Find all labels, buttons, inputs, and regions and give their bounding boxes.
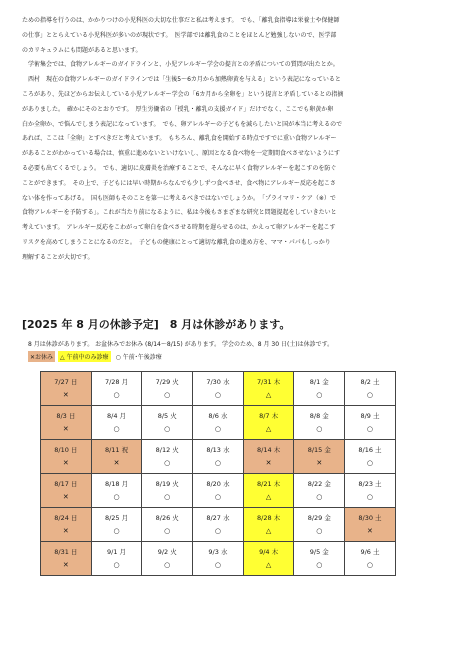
day-status-mark: ✕ <box>62 458 69 467</box>
day-status-mark: ✕ <box>316 458 323 467</box>
day-status-mark: ○ <box>214 390 221 399</box>
calendar-day <box>243 474 294 508</box>
day-status-mark: ✕ <box>367 526 373 535</box>
day-date: 7/31 木 <box>257 377 281 386</box>
day-status-mark: ○ <box>366 424 374 433</box>
calendar-day <box>193 508 244 542</box>
calendar-day <box>91 440 142 474</box>
legend-morning-only: △ 午前中のみ診療 <box>58 351 111 362</box>
day-date: 8/19 火 <box>155 479 179 488</box>
day-date: 8/20 水 <box>206 479 230 488</box>
calendar-day <box>243 406 294 440</box>
calendar-week <box>41 508 396 542</box>
calendar-day <box>294 406 345 440</box>
day-date: 8/5 火 <box>157 411 177 420</box>
day-date: 8/11 祝 <box>104 445 129 454</box>
day-status-mark: △ <box>265 390 272 399</box>
calendar-day <box>243 542 294 576</box>
article-line: の仕事」ととらえている小児科医が多いのが現状です。 医学部では離乳食のことをほとんど勉強しないので、医学部 <box>22 31 337 39</box>
day-date: 8/14 木 <box>257 445 281 454</box>
day-date: 8/29 金 <box>307 513 331 522</box>
day-date: 9/1 月 <box>107 547 127 556</box>
day-status-mark: ○ <box>316 390 323 399</box>
calendar-day <box>345 542 396 576</box>
calendar-day <box>41 508 92 542</box>
day-status-mark: ○ <box>316 424 323 433</box>
article-line: リスクを高めてしまうことになるのだと。 子どもの健康にとって適切な離乳食の進め方を、ママ・パパもしっかり <box>22 238 331 246</box>
day-status-mark: ✕ <box>62 560 69 569</box>
day-date: 8/8 金 <box>309 411 329 420</box>
day-status-mark: ○ <box>366 560 374 569</box>
day-status-mark: △ <box>265 424 272 433</box>
day-date: 9/6 土 <box>360 547 380 556</box>
calendar-legend <box>28 351 164 362</box>
day-status-mark: ○ <box>366 458 374 467</box>
day-status-mark: ○ <box>164 458 171 467</box>
day-date: 8/17 日 <box>54 479 78 488</box>
day-status-mark: ○ <box>164 526 171 535</box>
calendar-day <box>345 440 396 474</box>
legend-open: ○ 午前･午後診療 <box>115 354 162 361</box>
day-date: 9/3 水 <box>208 547 228 556</box>
article-line: のカリキュラムにも問題があると思います。 <box>22 46 142 54</box>
day-date: 8/23 土 <box>358 479 382 488</box>
day-date: 7/30 水 <box>206 377 230 386</box>
day-status-mark: ✕ <box>113 458 120 467</box>
article-line: 白か全卵か、で悩んでしまう表記になっています。 でも、卵アレルギーの子どもを減らしたいと国が本当に考えるので <box>22 120 343 128</box>
day-status-mark: ○ <box>113 526 120 535</box>
day-status-mark: ○ <box>366 390 374 399</box>
day-date: 8/16 土 <box>358 445 382 454</box>
calendar-day <box>243 508 294 542</box>
calendar-day <box>91 508 142 542</box>
calendar-day <box>91 542 142 576</box>
calendar-day <box>243 440 294 474</box>
day-status-mark: ✕ <box>265 458 272 467</box>
calendar-day <box>193 440 244 474</box>
calendar-day <box>294 508 345 542</box>
calendar-day <box>193 474 244 508</box>
calendar-day <box>91 406 142 440</box>
closure-heading: [2025 年 8 月の休診予定] 8 月は休診があります。 <box>22 318 291 331</box>
day-status-mark: ○ <box>214 458 221 467</box>
calendar-day <box>91 372 142 406</box>
day-status-mark: ○ <box>164 424 171 433</box>
day-date: 7/29 火 <box>155 377 179 386</box>
day-date: 8/15 金 <box>307 445 331 454</box>
day-date: 8/27 水 <box>206 513 230 522</box>
article-line: 食物アレルギーを予防する」。これが当たり前になるように、私は今後もさまざまな研究と問題提起をしていきたいと <box>22 209 337 217</box>
article-line: ころがあり、先ほどからお伝えしている小児アレルギー学会の「6カ月から全卵を」という提言と矛盾しているとの指摘 <box>22 90 344 98</box>
article-line: 考えています。 アレルギー反応をこわがって卵白を食べさせる時期を遅らせるのは、かえって卵アレルギーを起こす <box>22 224 336 232</box>
calendar-day <box>294 542 345 576</box>
calendar-day <box>294 440 345 474</box>
day-status-mark: △ <box>265 560 272 569</box>
closure-note: 8 月は休診があります。 お盆休みでお休み (8/14〜8/15) があります。 学会のため、8 月 30 日(土)は休診です。 <box>28 341 334 348</box>
day-date: 9/5 金 <box>309 547 329 556</box>
calendar-day <box>41 406 92 440</box>
day-status-mark: ○ <box>214 526 221 535</box>
calendar-day <box>41 542 92 576</box>
calendar-day <box>345 508 396 542</box>
calendar-week <box>41 440 396 474</box>
calendar-day <box>193 542 244 576</box>
day-date: 9/2 火 <box>157 547 177 556</box>
article-line: がありました。 確かにそのとおりです。 厚生労働省の「授乳・離乳の支援ガイド」だけでなく、ここでも卵黄か卵 <box>22 105 334 113</box>
day-date: 8/25 月 <box>104 513 129 522</box>
article-line: があることがわかっている場合は、慎重に進めないといけないし、原因となる食べ物を一定期間食べさせないようにす <box>22 150 341 158</box>
day-date: 8/6 水 <box>208 411 228 420</box>
calendar-day <box>41 372 92 406</box>
day-status-mark: ○ <box>113 424 120 433</box>
article-line: ない体を作ってあげる。 国も医師もそのことを第一に考えるべきではないでしょうか。 「プライマリ・ケア（※）で <box>22 194 336 202</box>
day-status-mark: △ <box>265 526 272 535</box>
day-status-mark: ○ <box>214 560 221 569</box>
day-date: 8/24 日 <box>54 513 78 522</box>
day-date: 8/1 金 <box>309 377 329 386</box>
day-date: 8/18 月 <box>104 479 129 488</box>
legend-closed: ✕お休み <box>28 351 55 362</box>
calendar-day <box>41 440 92 474</box>
day-status-mark: ✕ <box>62 424 69 433</box>
day-status-mark: ○ <box>316 560 323 569</box>
day-status-mark: ○ <box>164 560 171 569</box>
day-date: 8/7 木 <box>259 411 279 420</box>
day-status-mark: ✕ <box>62 526 69 535</box>
day-date: 8/21 木 <box>257 479 281 488</box>
day-date: 7/27 日 <box>54 377 78 386</box>
day-date: 8/13 水 <box>206 445 230 454</box>
article-line: 学術集会では、食物アレルギーのガイドラインと、小児アレルギー学会の提言との矛盾についての質問が出たとか。 <box>22 61 339 69</box>
calendar-day <box>142 542 193 576</box>
calendar-day <box>142 406 193 440</box>
calendar-week <box>41 406 396 440</box>
article-line: あれば、ここは「全卵」とすべきだと考えています。 もちろん、離乳食を開始する時点ですでに重い食物アレルギー <box>22 135 337 143</box>
day-date: 8/9 土 <box>360 411 380 420</box>
day-status-mark: △ <box>265 492 272 501</box>
day-status-mark: ○ <box>214 492 221 501</box>
article-line: ことができます。 その上で、子どもには早い時期からなんでも少しずつ食べさせ、食べ物にアレルギー反応を起こさ <box>22 179 336 187</box>
calendar-day <box>193 406 244 440</box>
calendar-day <box>294 474 345 508</box>
closure-calendar <box>40 371 396 576</box>
calendar-week <box>41 542 396 576</box>
calendar-week <box>41 372 396 406</box>
day-date: 8/31 日 <box>54 547 78 556</box>
day-date: 8/28 木 <box>257 513 281 522</box>
calendar-day <box>142 474 193 508</box>
calendar-day <box>91 474 142 508</box>
day-status-mark: ○ <box>214 424 221 433</box>
day-date: 8/3 日 <box>56 411 76 420</box>
day-date: 8/4 月 <box>107 411 127 420</box>
day-status-mark: ✕ <box>62 390 69 399</box>
day-status-mark: ○ <box>113 492 120 501</box>
article-line: 理解することが大切です。 <box>22 253 94 261</box>
day-date: 9/4 木 <box>259 547 279 556</box>
day-status-mark: ○ <box>366 492 374 501</box>
calendar-day <box>142 508 193 542</box>
calendar-day <box>243 372 294 406</box>
day-date: 8/30 土 <box>358 513 382 522</box>
day-status-mark: ○ <box>316 526 323 535</box>
calendar-day <box>142 440 193 474</box>
day-date: 8/22 金 <box>307 479 331 488</box>
calendar-day <box>345 406 396 440</box>
day-status-mark: ○ <box>164 492 171 501</box>
day-date: 8/10 日 <box>54 445 78 454</box>
day-status-mark: ○ <box>113 390 120 399</box>
calendar-day <box>142 372 193 406</box>
day-date: 8/26 火 <box>155 513 179 522</box>
day-date: 8/12 火 <box>155 445 179 454</box>
day-status-mark: ○ <box>316 492 323 501</box>
day-status-mark: ○ <box>113 560 120 569</box>
calendar-body <box>41 372 396 576</box>
day-status-mark: ○ <box>164 390 171 399</box>
calendar-day <box>345 372 396 406</box>
article-line: 西村 現在の食物アレルギーのガイドラインでは「生後5〜6カ月から加熱卵黄を与える」という表記になっていると <box>22 76 341 84</box>
day-status-mark: ✕ <box>62 492 69 501</box>
calendar-week <box>41 474 396 508</box>
day-date: 8/2 土 <box>360 377 380 386</box>
calendar-day <box>345 474 396 508</box>
calendar-day <box>294 372 345 406</box>
day-date: 7/28 月 <box>104 377 129 386</box>
calendar-day <box>41 474 92 508</box>
article-line: る必要も出てくるでしょう。 でも、適切に皮膚炎を治療することで、そんなに早く食物アレルギーを起こすのを防ぐ <box>22 164 337 172</box>
article-line: ための指導を行うのは、かかりつけの小児科医の大切な仕事だと私は考えます。 でも、「離乳食指導は栄養士や保健師 <box>22 17 340 24</box>
article-text <box>22 14 440 266</box>
calendar-day <box>193 372 244 406</box>
